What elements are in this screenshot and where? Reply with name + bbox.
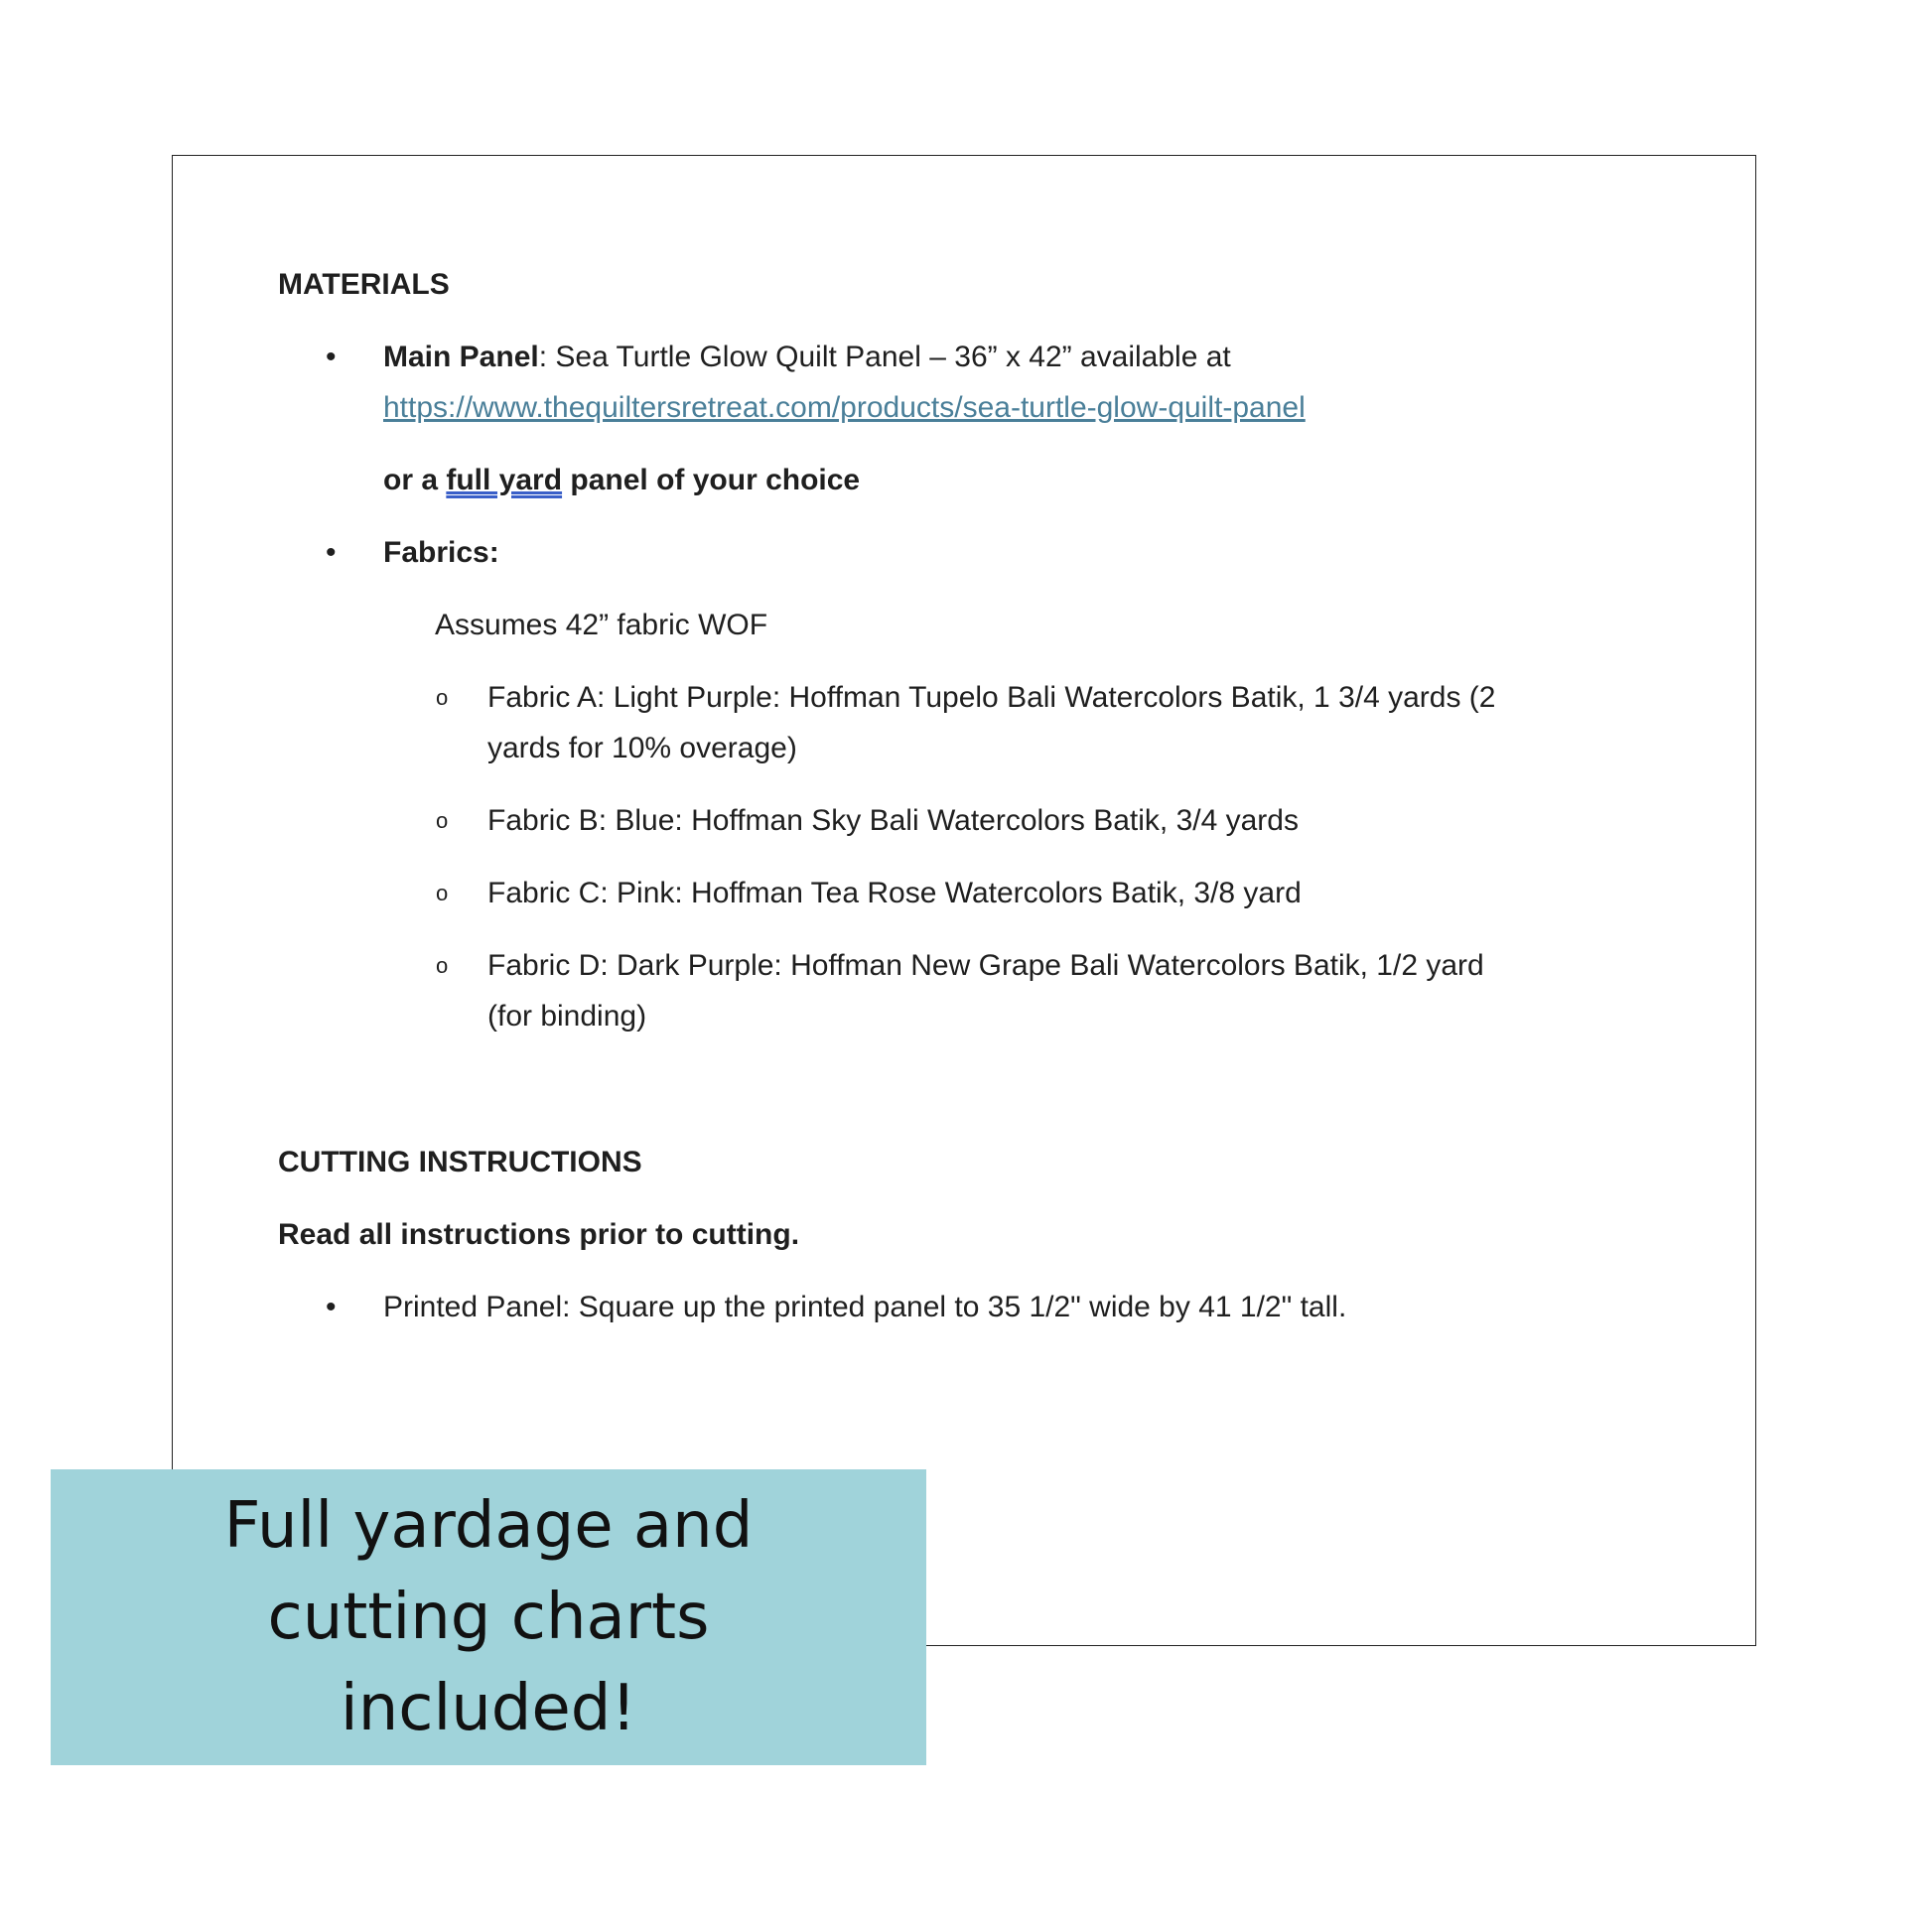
promo-banner: [51, 1469, 926, 1765]
fabric-a-line1: Fabric A: Light Purple: Hoffman Tupelo Bali Watercolors Batik, 1 3/4 yards (2: [487, 681, 1496, 714]
printed-panel-text: Printed Panel: Square up the printed panel to 35 1/2" wide by 41 1/2" tall.: [383, 1291, 1347, 1323]
full-yard-text: full yard: [446, 464, 563, 496]
bullet-icon: •: [326, 536, 337, 569]
circle-bullet-icon: o: [436, 685, 449, 710]
banner-line-3: included!: [340, 1672, 637, 1745]
list-item-main-panel: [278, 332, 1668, 433]
fabrics-label: Fabrics:: [383, 536, 499, 569]
circle-bullet-icon: o: [436, 953, 449, 978]
materials-heading: MATERIALS: [278, 268, 450, 301]
main-panel-label: Main Panel: [383, 341, 539, 373]
fabric-d-line2: (for binding): [487, 1000, 647, 1033]
alt-prefix: or a: [383, 464, 447, 496]
list-item-printed-panel: [278, 1282, 1668, 1332]
fabric-item: [278, 672, 1668, 773]
document-content: [278, 259, 1668, 1332]
fabric-item: [278, 795, 1668, 846]
circle-bullet-icon: o: [436, 808, 449, 833]
cutting-heading: CUTTING INSTRUCTIONS: [278, 1146, 642, 1178]
panel-alternative: [278, 455, 1668, 505]
bullet-icon: •: [326, 1291, 337, 1323]
alt-suffix: panel of your choice: [562, 464, 861, 496]
circle-bullet-icon: o: [436, 881, 449, 905]
fabric-b-line1: Fabric B: Blue: Hoffman Sky Bali Watercolors Batik, 3/4 yards: [487, 804, 1299, 837]
fabric-c-line1: Fabric C: Pink: Hoffman Tea Rose Watercolors Batik, 3/8 yard: [487, 877, 1302, 909]
fabric-item: [278, 940, 1668, 1041]
banner-line-1: Full yardage and: [223, 1489, 754, 1563]
list-item-fabrics: [278, 527, 1668, 578]
main-panel-text: : Sea Turtle Glow Quilt Panel – 36” x 42” available at: [538, 341, 1231, 373]
fabric-wof-note: Assumes 42” fabric WOF: [435, 609, 768, 641]
bullet-icon: •: [326, 341, 337, 373]
fabric-item: [278, 868, 1668, 918]
product-link[interactable]: https://www.thequiltersretreat.com/products/sea-turtle-glow-quilt-panel: [383, 391, 1306, 424]
fabric-a-line2: yards for 10% overage): [487, 732, 797, 764]
document-page: [172, 155, 1756, 1646]
fabric-d-line1: Fabric D: Dark Purple: Hoffman New Grape Bali Watercolors Batik, 1/2 yard: [487, 949, 1484, 982]
banner-line-2: cutting charts: [267, 1581, 710, 1654]
cutting-intro: Read all instructions prior to cutting.: [278, 1218, 800, 1251]
